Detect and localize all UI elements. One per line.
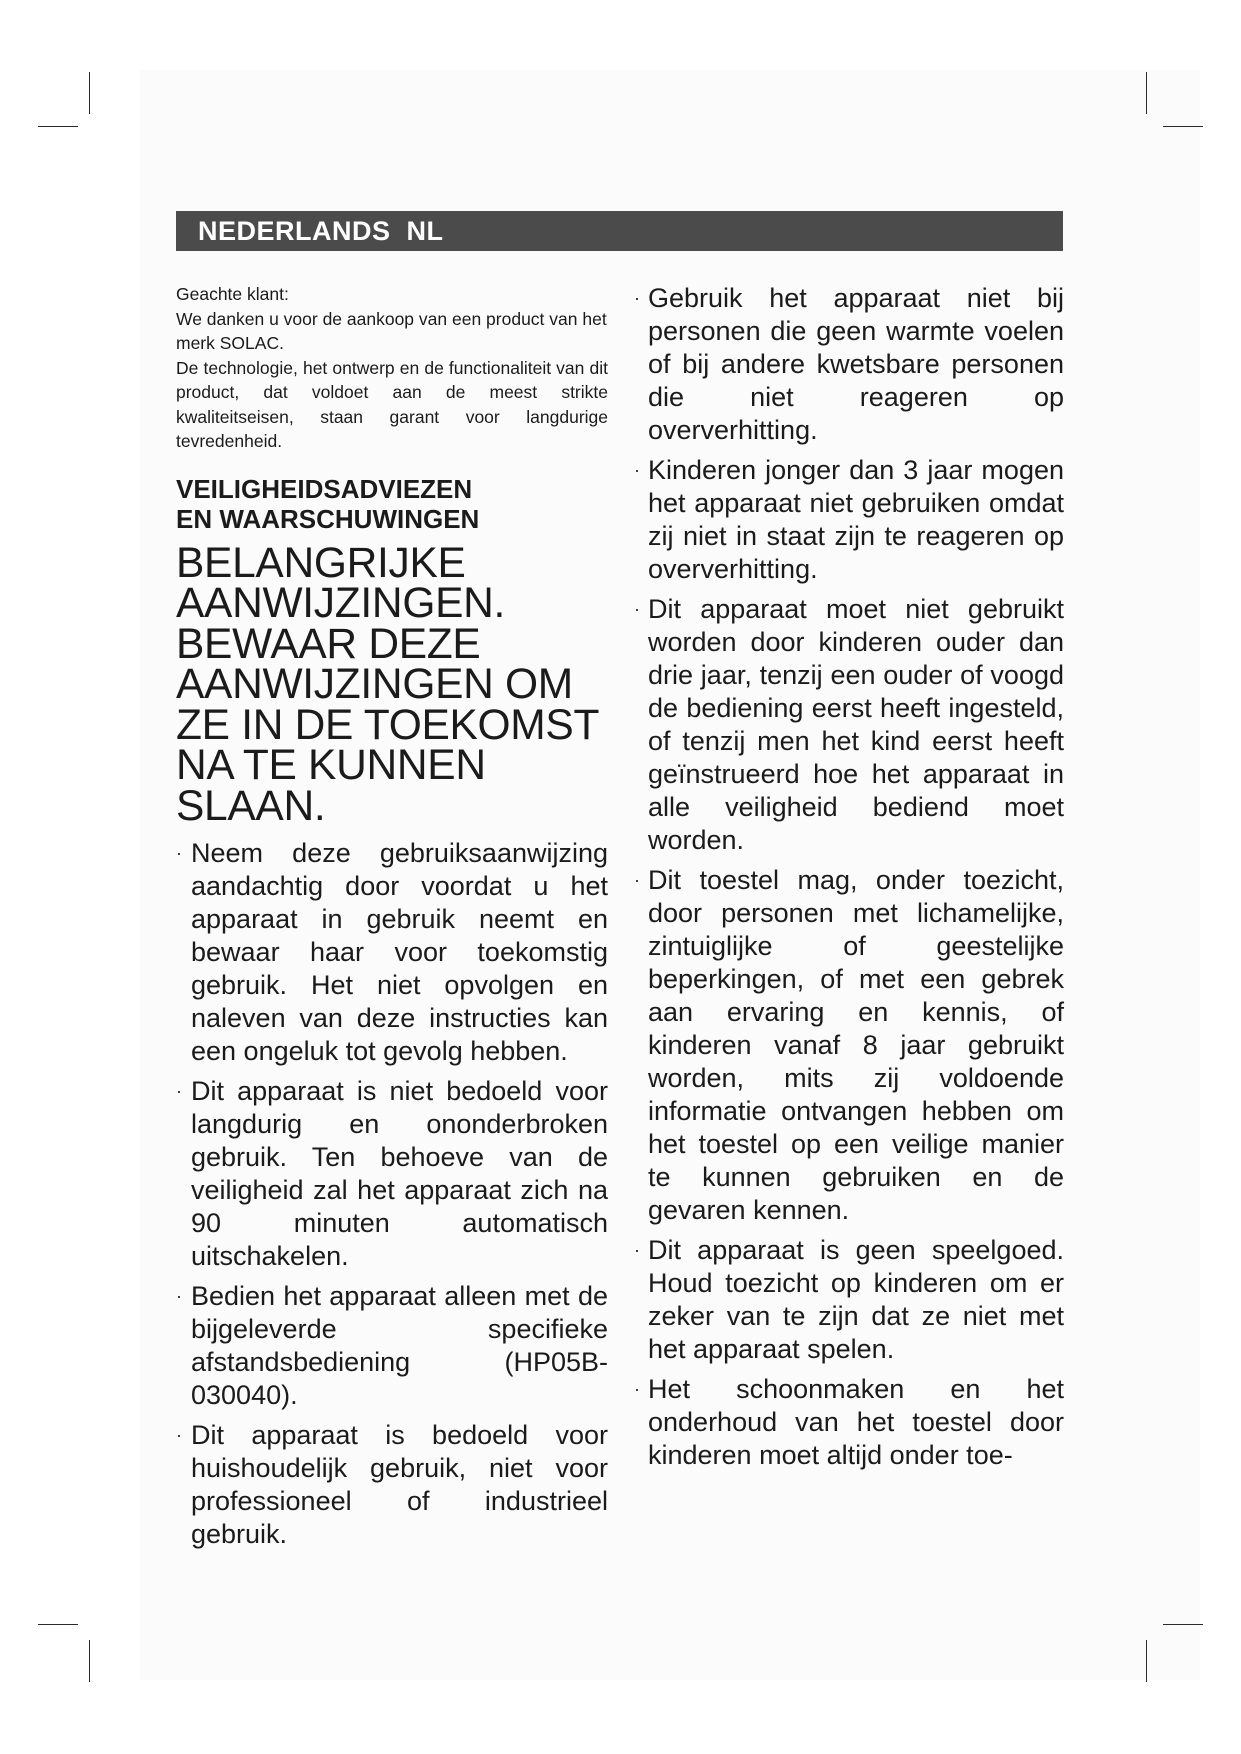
- important-instructions-heading: BELANGRIJKE AANWIJZINGEN. BEWAAR DEZE AANWIJZINGEN OM ZE IN DE TOEKOMST NA TE KUNNEN SLAAN.: [176, 539, 599, 830]
- list-item-text: Dit apparaat is bedoeld voor huishoudelijk gebruik, niet voor professioneel of industrieel gebruik.: [191, 1420, 608, 1549]
- list-item-text: Dit apparaat is niet bedoeld voor langdurig en ononderbroken gebruik. Ten behoeve van de veiligheid zal het apparaat zich na 90 minuten automatisch uitschakelen.: [191, 1076, 608, 1271]
- list-item-text: Gebruik het apparaat niet bij personen die geen warmte voelen of bij andere kwetsbare personen die niet reageren op oververhitting.: [648, 283, 1064, 445]
- language-header: [176, 211, 1063, 251]
- intro-greeting: Geachte klant:: [176, 284, 289, 304]
- list-item: · Bedien het apparaat alleen met de bijgeleverde specifieke afstandsbediening (HP05B-030040).: [176, 1281, 608, 1410]
- list-item: · Neem deze gebruiksaanwijzing aandachtig door voordat u het apparaat in gebruik neemt en bewaar haar voor toekomstig gebruik. Het niet opvolgen en naleven van deze instructies kan een ongeluk tot gevolg hebben.: [176, 838, 608, 1066]
- list-item: · Kinderen jonger dan 3 jaar mogen het apparaat niet gebruiken omdat zij niet in staat zijn te reageren op oververhitting.: [634, 455, 1064, 584]
- left-column: [176, 282, 608, 1558]
- safety-heading-line1: VEILIGHEIDSADVIEZEN: [176, 473, 473, 504]
- list-item-text: Bedien het apparaat alleen met de bijgeleverde specifieke afstandsbediening (HP05B-030040).: [191, 1281, 608, 1410]
- list-item-text: Het schoonmaken en het onderhoud van het toestel door kinderen moet altijd onder toe-: [648, 1374, 1064, 1470]
- list-item: · Dit apparaat moet niet gebruikt worden door kinderen ouder dan drie jaar, tenzij een ouder of voogd de bediening eerst heeft ingesteld, of tenzij men het kind eerst heeft geïnstrueerd hoe het apparaat in alle veiligheid bediend moet worden.: [634, 594, 1064, 855]
- right-bullet-list: [634, 282, 1064, 1472]
- list-item-text: Neem deze gebruiksaanwijzing aandachtig door voordat u het apparaat in gebruik neemt en bewaar haar voor toekomstig gebruik. Het niet opvolgen en naleven van deze instructies kan een ongeluk tot gevolg hebben.: [191, 838, 608, 1066]
- intro-text: [176, 282, 608, 454]
- crop-mark-bottom-left-horizontal: [38, 1624, 78, 1625]
- left-bullet-list: [176, 837, 608, 1551]
- crop-mark-top-left-horizontal: [38, 126, 78, 127]
- crop-mark-top-right-vertical: [1146, 72, 1147, 114]
- safety-heading-line2: EN WAARSCHUWINGEN: [176, 503, 480, 534]
- list-item: · Dit toestel mag, onder toezicht, door personen met lichamelijke, zintuiglijke of geestelijke beperkingen, of met een gebrek aan ervaring en kennis, of kinderen vanaf 8 jaar gebruikt worden, mits zij voldoende informatie ontvangen hebben om het toestel op een veilige manier te kunnen gebruiken en de gevaren kennen.: [634, 865, 1064, 1225]
- safety-heading: [176, 474, 608, 534]
- list-item-text: Dit toestel mag, onder toezicht, door personen met lichamelijke, zintuiglijke of geestelijke beperkingen, of met een gebrek aan ervaring en kennis, of kinderen vanaf 8 jaar gebruikt worden, mits zij voldoende informatie ontvangen hebben om het toestel op een veilige manier te kunnen gebruiken en de gevaren kennen.: [648, 865, 1064, 1225]
- list-item: · Het schoonmaken en het onderhoud van het toestel door kinderen moet altijd onder toe-: [634, 1374, 1064, 1470]
- list-item-text: Kinderen jonger dan 3 jaar mogen het apparaat niet gebruiken omdat zij niet in staat zijn te reageren op oververhitting.: [648, 455, 1064, 584]
- list-item-text: Dit apparaat is geen speelgoed. Houd toezicht op kinderen om er zeker van te zijn dat ze niet met het apparaat spelen.: [648, 1235, 1064, 1364]
- list-item: · Dit apparaat is geen speelgoed. Houd toezicht op kinderen om er zeker van te zijn dat ze niet met het apparaat spelen.: [634, 1235, 1064, 1364]
- crop-mark-top-left-vertical: [89, 72, 90, 114]
- right-column: [634, 282, 1064, 1479]
- intro-thanks: We danken u voor de aankoop van een product van het merk SOLAC.: [176, 308, 607, 353]
- language-header-title: NEDERLANDS NL: [198, 216, 444, 246]
- intro-technology: De technologie, het ontwerp en de functionaliteit van dit product, dat voldoet aan de meest strikte kwaliteitseisen, staan garant voor langdurige tevredenheid.: [176, 357, 608, 451]
- crop-mark-bottom-left-vertical: [89, 1640, 90, 1682]
- list-item: · Dit apparaat is bedoeld voor huishoudelijk gebruik, niet voor professioneel of industrieel gebruik.: [176, 1420, 608, 1549]
- list-item-text: Dit apparaat moet niet gebruikt worden door kinderen ouder dan drie jaar, tenzij een ouder of voogd de bediening eerst heeft ingesteld, of tenzij men het kind eerst heeft geïnstrueerd hoe het apparaat in alle veiligheid bediend moet worden.: [648, 594, 1064, 855]
- list-item: · Gebruik het apparaat niet bij personen die geen warmte voelen of bij andere kwetsbare personen die niet reageren op oververhitting.: [634, 283, 1064, 445]
- crop-mark-bottom-right-vertical: [1146, 1640, 1147, 1682]
- crop-mark-bottom-right-horizontal: [1163, 1624, 1203, 1625]
- crop-mark-top-right-horizontal: [1163, 126, 1203, 127]
- list-item: · Dit apparaat is niet bedoeld voor langdurig en ononderbroken gebruik. Ten behoeve van de veiligheid zal het apparaat zich na 90 minuten automatisch uitschakelen.: [176, 1076, 608, 1271]
